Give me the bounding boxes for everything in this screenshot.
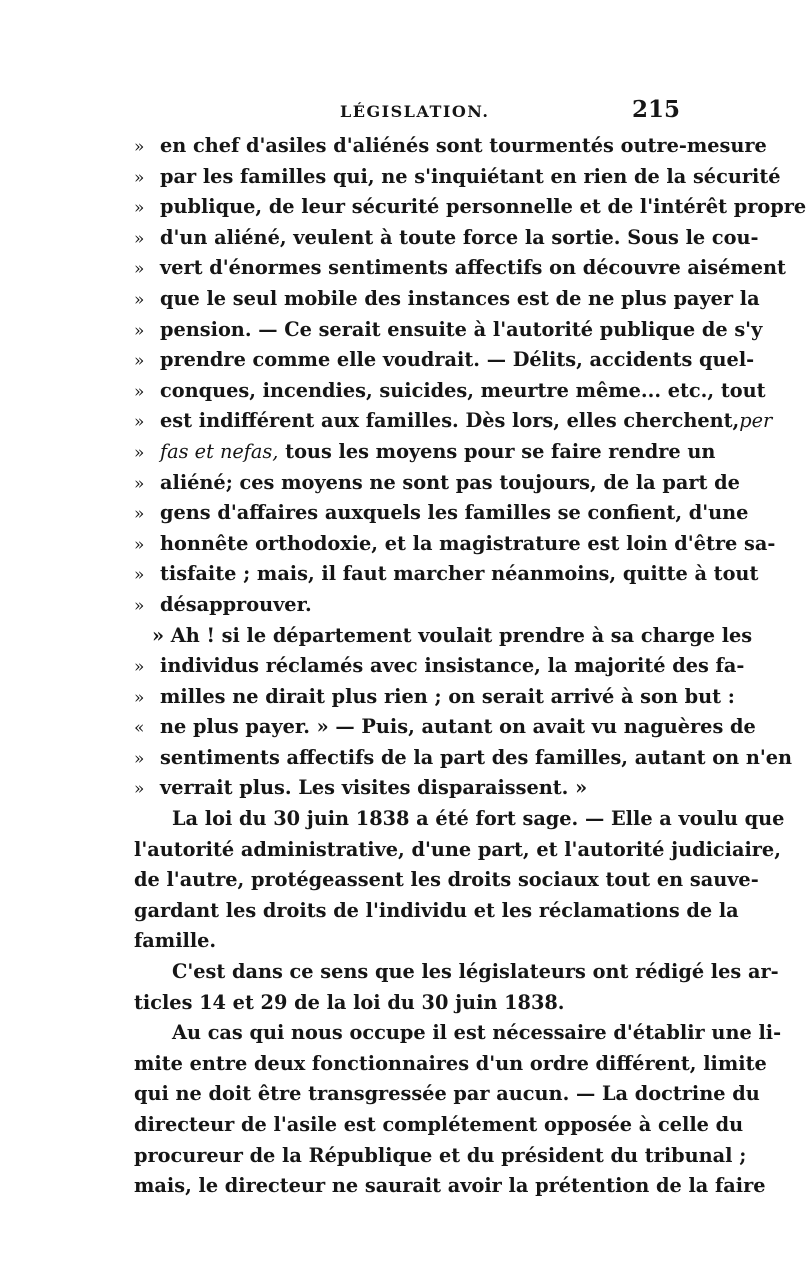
quote-mark: » (134, 534, 145, 555)
text-line: » milles ne dirait plus rien ; on serait arrivé à son but : (134, 682, 680, 713)
text-line: procureur de la République et du président du tribunal ; (134, 1143, 747, 1167)
text-line: » prendre comme elle voudrait. — Délits, accidents quel- (134, 345, 680, 376)
quote-mark: » (134, 259, 145, 280)
text-line: » aliéné; ces moyens ne sont pas toujours, de la part de (134, 468, 680, 499)
text-line: directeur de l'asile est complétement opposée à celle du (134, 1113, 744, 1136)
quote-mark: » (134, 228, 145, 249)
quote-mark: » (134, 412, 145, 433)
running-title: LÉGISLATION. (340, 102, 490, 121)
text-line: » publique, de leur sécurité personnelle et de l'intérêt propre (134, 192, 680, 223)
text-line: » pension. — Ce serait ensuite à l'autorité publique de s'y (134, 315, 680, 346)
text-line: » tisfaite ; mais, il faut marcher néanmoins, quitte à tout (134, 559, 680, 590)
text-line: l'autorité administrative, d'une part, et l'autorité judiciaire, (134, 837, 781, 861)
text-line: » par les familles qui, ne s'inquiétant en rien de la sécurité (134, 162, 680, 193)
quote-mark: » (134, 473, 145, 494)
text-line: » est indifférent aux familles. Dès lors, elles cherchent,per (134, 406, 680, 437)
latin-italic: per (739, 409, 773, 433)
text-line: mais, le directeur ne saurait avoir la prétention de la faire (134, 1174, 766, 1198)
text-line: famille. (134, 929, 217, 953)
quote-mark: » (134, 565, 145, 586)
page-header (134, 96, 680, 132)
quote-mark: » (134, 657, 145, 678)
text-line: Au cas qui nous occupe il est nécessaire d'établir une li- (172, 1021, 782, 1045)
body-text (134, 131, 806, 1202)
page-number: 215 (631, 96, 680, 123)
text-line: » que le seul mobile des instances est de ne plus payer la (134, 284, 680, 315)
quote-mark: » (134, 198, 145, 219)
text-line: » gens d'affaires auxquels les familles se confient, d'une (134, 498, 680, 529)
text-line: ticles 14 et 29 de la loi du 30 juin 1838. (134, 990, 565, 1014)
text-line: mite entre deux fonctionnaires d'un ordre différent, limite (134, 1051, 767, 1075)
text-line: qui ne doit être transgressée par aucun. — La doctrine du (134, 1082, 760, 1106)
quote-mark: » (134, 504, 145, 525)
text-line: de l'autre, protégeassent les droits sociaux tout en sauve- (134, 868, 759, 892)
text-line: » vert d'énormes sentiments affectifs on découvre aisément (134, 253, 680, 284)
text-line: » en chef d'asiles d'aliénés sont tourmentés outre-mesure (134, 131, 680, 162)
text-line: » désapprouver. (134, 590, 680, 621)
quote-mark: » (134, 351, 145, 372)
quote-mark: » (134, 137, 145, 157)
text-line: » honnête orthodoxie, et la magistrature est loin d'être sa- (134, 529, 680, 560)
text-line: La loi du 30 juin 1838 a été fort sage. — Elle a voulu que (172, 807, 785, 831)
text-line: » fas et nefas, tous les moyens pour se faire rendre un (134, 437, 680, 468)
text-line: » conques, incendies, suicides, meurtre même... etc., tout (134, 376, 680, 407)
quote-mark: » (134, 779, 145, 800)
latin-italic: fas et nefas, (160, 439, 279, 463)
quote-mark: « (134, 718, 145, 739)
text-line: » sentiments affectifs de la part des familles, autant on n'en (134, 743, 680, 774)
quote-mark: » (134, 320, 145, 341)
quote-mark: » (134, 748, 145, 769)
text-line: » d'un aliéné, veulent à toute force la sortie. Sous le cou- (134, 223, 680, 254)
quote-mark: » (134, 289, 145, 310)
quote-mark: » (134, 167, 145, 188)
quote-mark: » (134, 595, 145, 616)
text-line: C'est dans ce sens que les législateurs ont rédigé les ar- (172, 960, 779, 984)
quote-mark: » (134, 687, 145, 708)
text-line: » verrait plus. Les visites disparaissent. » (134, 773, 680, 804)
text-line: » individus réclamés avec insistance, la majorité des fa- (134, 651, 680, 682)
text-line: » Ah ! si le département voulait prendre à sa charge les (152, 623, 753, 647)
text-line: gardant les droits de l'individu et les réclamations de la (134, 898, 739, 922)
quote-mark: » (134, 442, 145, 463)
text-line: « ne plus payer. » — Puis, autant on avait vu naguères de (134, 712, 680, 743)
quote-mark: » (134, 381, 145, 402)
